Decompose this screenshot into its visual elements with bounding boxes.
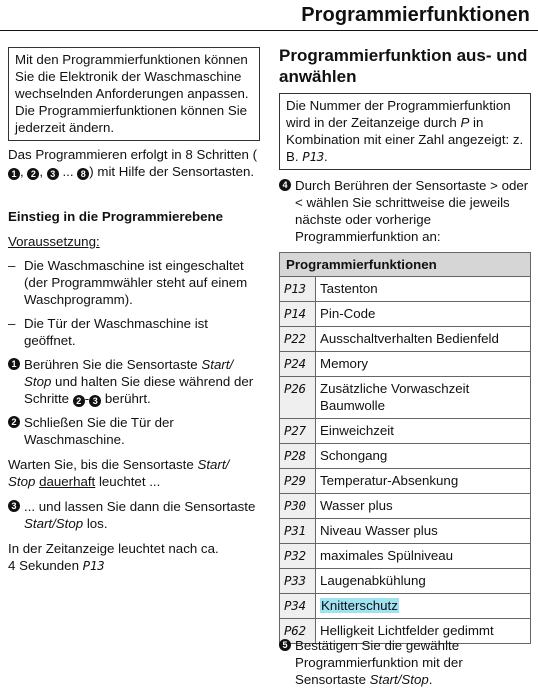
table-row: [280, 419, 531, 444]
function-label: maximales Spülniveau: [316, 544, 531, 569]
step-number-badge: 1: [8, 358, 20, 370]
function-code: P31: [284, 523, 306, 538]
start-stop-key: Start/Stop: [369, 672, 429, 687]
function-label: Wasser plus: [316, 494, 531, 519]
wait-text: Warten Sie, bis die Sensortaste Start/ Stop dauerhaft leuchtet ...: [8, 457, 230, 489]
intro-text: Mit den Programmierfunktionen können Sie die Elektronik der Waschmaschine wechselnden Anforderungen anpassen. Die Programmierfunktionen können Sie jederzeit ändern.: [15, 52, 249, 135]
example-code: P13: [302, 149, 324, 164]
function-label: Pin-Code: [316, 302, 531, 327]
function-label: Helligkeit Lichtfelder gedimmt: [316, 619, 531, 644]
table-row: [280, 519, 531, 544]
prerequisite-item: – Die Waschmaschine ist eingeschaltet (der Programmwähler steht auf einem Waschprogramm).: [8, 258, 248, 307]
step-number-badge: 5: [279, 639, 291, 651]
function-code: P26: [284, 381, 306, 396]
dash-bullet: –: [8, 258, 16, 273]
steps-intro: Das Programmieren erfolgt in 8 Schritten (1 , 2 , 3 ... 8 ) mit Hilfe der Sensortasten.: [8, 147, 258, 179]
function-label: Zusätzliche Vorwaschzeit Baumwolle: [316, 377, 531, 419]
prerequisite-label: Voraussetzung:: [8, 234, 100, 249]
table-row: [280, 302, 531, 327]
start-stop-key: Start/ Stop: [24, 357, 234, 389]
entry-heading: Einstieg in die Programmierebene: [8, 209, 224, 224]
function-code: P24: [284, 356, 306, 371]
step-number-badge: 3: [8, 500, 20, 512]
step-1: 1 Berühren Sie die Sensortaste Start/ Stop und halten Sie diese während der Schritte 2 - 3 berührt.: [8, 356, 260, 407]
step-2: 2 Schließen Sie die Tür der Waschmaschine.: [8, 414, 260, 448]
function-code: P13: [284, 281, 306, 296]
function-code: P33: [284, 573, 306, 588]
program-functions-table: [279, 252, 531, 644]
table-row: [280, 469, 531, 494]
function-label: Temperatur-Absenkung: [316, 469, 531, 494]
start-stop-key: Start/ Stop: [8, 457, 230, 489]
p-letter: P: [460, 115, 470, 130]
table-row: [280, 327, 531, 352]
step-number-badge: 3: [89, 395, 101, 407]
function-code: P34: [284, 598, 306, 613]
function-label: Einweichzeit: [316, 419, 531, 444]
function-label: Memory: [316, 352, 531, 377]
step-number-badge: 2: [73, 395, 85, 407]
prerequisite-item: – Die Tür der Waschmaschine ist geöffnet.: [8, 316, 209, 348]
function-label: Tastenton: [316, 277, 531, 302]
start-stop-key: Start/Stop: [24, 516, 84, 531]
table-row: [280, 352, 531, 377]
function-code: P29: [284, 473, 306, 488]
step-number-badge: 2: [27, 168, 39, 180]
display-code: P13: [82, 558, 105, 573]
permanent-emphasis: dauerhaft: [39, 474, 96, 489]
page-title: Programmierfunktionen: [301, 4, 530, 26]
table-row: [280, 569, 531, 594]
function-label: Laugenabkühlung: [316, 569, 531, 594]
step-3: 3 ... und lassen Sie dann die Sensortaste Start/Stop los.: [8, 498, 260, 532]
function-code: P27: [284, 423, 306, 438]
function-label: Schongang: [316, 444, 531, 469]
function-code: P30: [284, 498, 306, 513]
info-box: Die Nummer der Programmierfunktion wird in der Zeitanzeige durch P in Kombination mit einer Zahl angezeigt: z. B. P13.: [279, 93, 531, 170]
function-label: Niveau Wasser plus: [316, 519, 531, 544]
step-number-badge: 3: [47, 168, 59, 180]
dash-bullet: –: [8, 316, 16, 331]
function-label: Ausschaltverhalten Bedienfeld: [316, 327, 531, 352]
section-heading: Programmierfunktion aus- und anwählen: [279, 46, 528, 86]
table-row: [280, 277, 531, 302]
table-header-row: [280, 253, 531, 277]
table-row: [280, 377, 531, 419]
step-number-badge: 8: [77, 168, 89, 180]
table-row: [280, 544, 531, 569]
table-row: [280, 494, 531, 519]
intro-box: [8, 47, 260, 141]
page-header: [0, 0, 538, 31]
table-row: [280, 444, 531, 469]
step-number-badge: 1: [8, 168, 20, 180]
table-header: Programmierfunktionen: [280, 253, 531, 277]
function-code: P22: [284, 331, 306, 346]
function-code: P62: [284, 623, 306, 638]
display-text: In der Zeitanzeige leuchtet nach ca. 4 Sekunden P13: [8, 541, 219, 573]
step-number-badge: 2: [8, 416, 20, 428]
step-5: 5 Bestätigen Sie die gewählte Programmierfunktion mit der Sensortaste Start/Stop.: [279, 637, 531, 688]
function-code: P32: [284, 548, 306, 563]
function-code: P28: [284, 448, 306, 463]
function-code: P14: [284, 306, 306, 321]
table-row: [280, 594, 531, 619]
highlighted-function-label: Knitterschutz: [321, 598, 398, 613]
step-4: 4 Durch Berühren der Sensortaste > oder < wählen Sie schrittweise die jeweils nächste oder vorherige Programmierfunktion an:: [279, 177, 531, 245]
step-number-badge: 4: [279, 179, 291, 191]
